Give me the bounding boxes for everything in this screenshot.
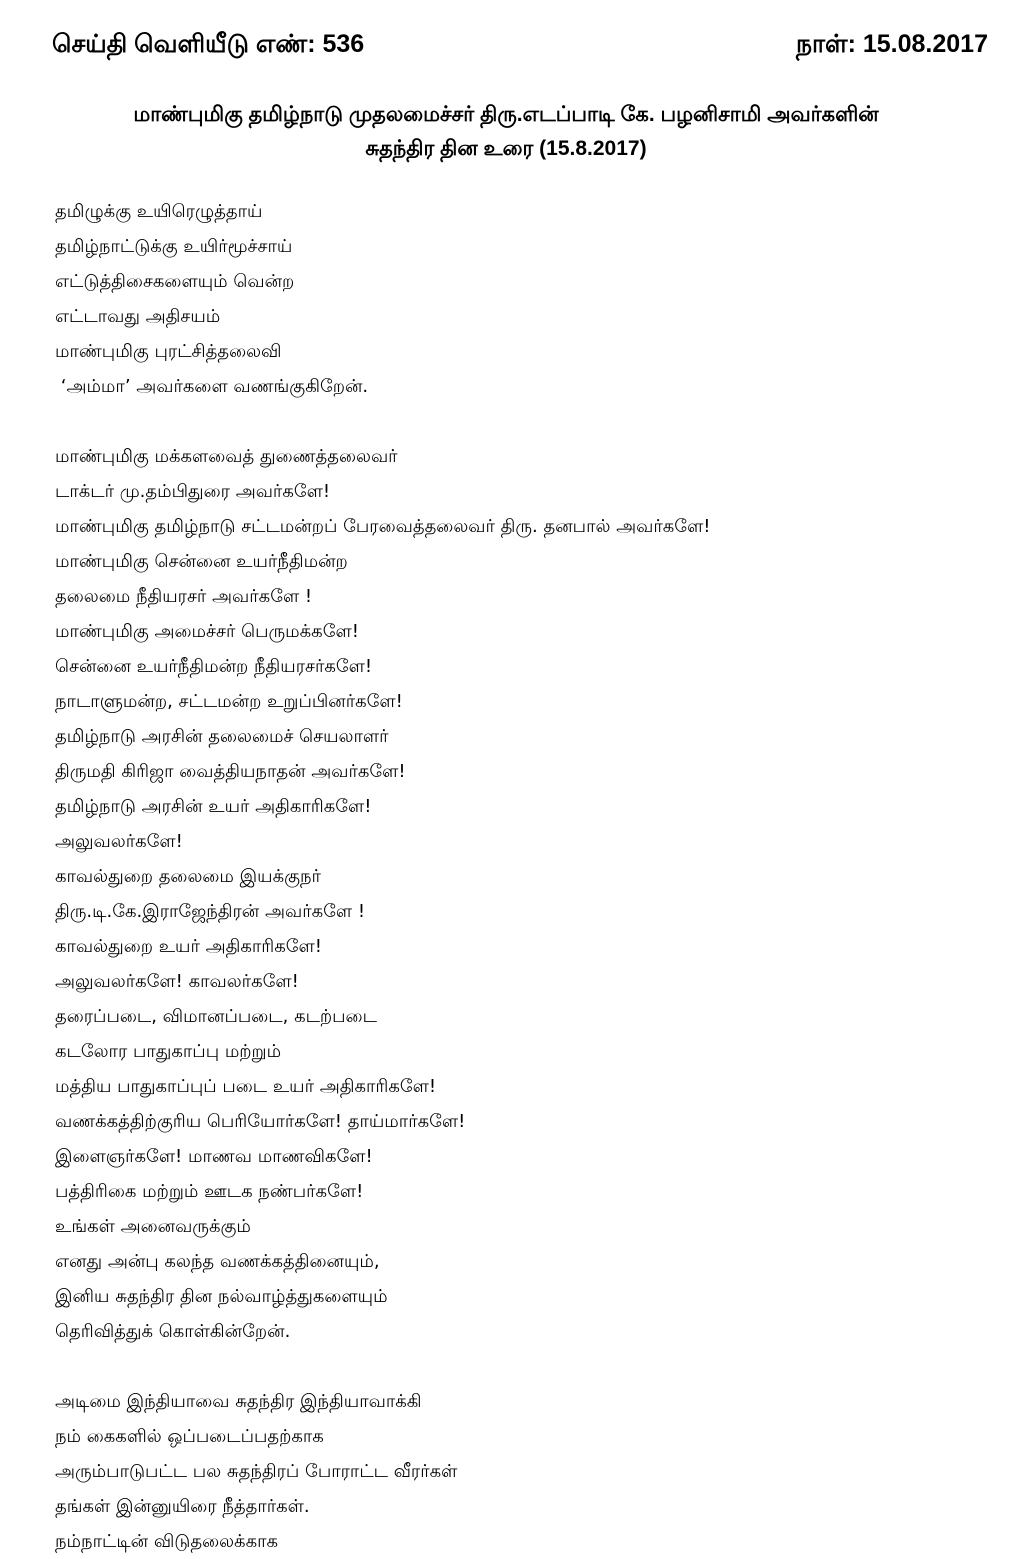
release-date: நாள்: 15.08.2017 xyxy=(795,30,988,58)
text-line: எட்டுத்திசைகளையும் வென்ற xyxy=(55,271,295,292)
text-line: தலைமை நீதியரசர் அவர்களே ! xyxy=(55,586,313,607)
text-line: இனிய சுதந்திர தின நல்வாழ்த்துகளையும் xyxy=(55,1286,388,1307)
press-release-header xyxy=(52,26,988,66)
text-line: டாக்டர் மு.தம்பிதுரை அவர்களே! xyxy=(55,481,331,502)
text-line: அரும்பாடுபட்ட பல சுதந்திரப் போராட்ட வீரர்கள் xyxy=(55,1461,458,1482)
text-line: எனது அன்பு கலந்த வணக்கத்தினையும், xyxy=(55,1251,380,1272)
text-line: பத்திரிகை மற்றும் ஊடக நண்பர்களே! xyxy=(55,1181,364,1202)
text-line: இளைஞர்களே! மாணவ மாணவிகளே! xyxy=(55,1146,373,1167)
text-line: தெரிவித்துக் கொள்கின்றேன். xyxy=(55,1321,291,1342)
text-line: நம்நாட்டின் விடுதலைக்காக xyxy=(55,1531,279,1552)
text-line: தமிழ்நாட்டுக்கு உயிர்மூச்சாய் xyxy=(55,236,293,257)
text-line: திரு.டி.கே.இராஜேந்திரன் அவர்களே ! xyxy=(55,901,366,922)
text-line: மாண்புமிகு மக்களவைத் துணைத்தலைவர் xyxy=(55,446,398,467)
text-line: மாண்புமிகு தமிழ்நாடு சட்டமன்றப் பேரவைத்தலைவர் திரு. தனபால் அவர்களே! xyxy=(55,516,711,537)
speech-title xyxy=(40,98,972,166)
text-line: வணக்கத்திற்குரிய பெரியோர்களே! தாய்மார்களே! xyxy=(55,1111,466,1132)
text-line: தமிழ்நாடு அரசின் உயர் அதிகாரிகளே! xyxy=(55,796,372,817)
text-line: காவல்துறை தலைமை இயக்குநர் xyxy=(55,866,321,887)
title-line-2: சுதந்திர தின உரை (15.8.2017) xyxy=(365,137,647,160)
stanza-3 xyxy=(55,1384,985,1559)
text-line: மாண்புமிகு அமைச்சர் பெருமக்களே! xyxy=(55,621,359,642)
stanza-1 xyxy=(55,194,985,404)
title-line-1: மாண்புமிகு தமிழ்நாடு முதலமைச்சர் திரு.எடப்பாடி கே. பழனிசாமி அவர்களின் xyxy=(133,103,879,126)
text-line: தரைப்படை, விமானப்படை, கடற்படை xyxy=(55,1006,377,1027)
text-line: அடிமை இந்தியாவை சுதந்திர இந்தியாவாக்கி xyxy=(55,1391,422,1412)
text-line: கடலோர பாதுகாப்பு மற்றும் xyxy=(55,1041,282,1062)
text-line: தமிழுக்கு உயிரெழுத்தாய் xyxy=(55,201,263,222)
text-line: காவல்துறை உயர் அதிகாரிகளே! xyxy=(55,936,322,957)
text-line: சென்னை உயர்நீதிமன்ற நீதியரசர்களே! xyxy=(55,656,373,677)
speech-body xyxy=(55,194,985,1559)
text-line: நாடாளுமன்ற, சட்டமன்ற உறுப்பினர்களே! xyxy=(55,691,403,712)
text-line: அலுவலர்களே! xyxy=(55,831,183,852)
text-line: மத்திய பாதுகாப்புப் படை உயர் அதிகாரிகளே! xyxy=(55,1076,437,1097)
text-line: திருமதி கிரிஜா வைத்தியநாதன் அவர்களே! xyxy=(55,761,406,782)
text-line: ‘அம்மா’ அவர்களை வணங்குகிறேன். xyxy=(55,376,369,397)
release-number: செய்தி வெளியீடு எண்: 536 xyxy=(52,30,365,58)
text-line: தங்கள் இன்னுயிரை நீத்தார்கள். xyxy=(55,1496,310,1517)
stanza-2 xyxy=(55,439,985,1349)
text-line: நம் கைகளில் ஒப்படைப்பதற்காக xyxy=(55,1426,324,1447)
text-line: மாண்புமிகு புரட்சித்தலைவி xyxy=(55,341,282,362)
text-line: உங்கள் அனைவருக்கும் xyxy=(55,1216,251,1237)
text-line: எட்டாவது அதிசயம் xyxy=(55,306,221,327)
text-line: மாண்புமிகு சென்னை உயர்நீதிமன்ற xyxy=(55,551,348,572)
text-line: அலுவலர்களே! காவலர்களே! xyxy=(55,971,299,992)
text-line: தமிழ்நாடு அரசின் தலைமைச் செயலாளர் xyxy=(55,726,389,747)
